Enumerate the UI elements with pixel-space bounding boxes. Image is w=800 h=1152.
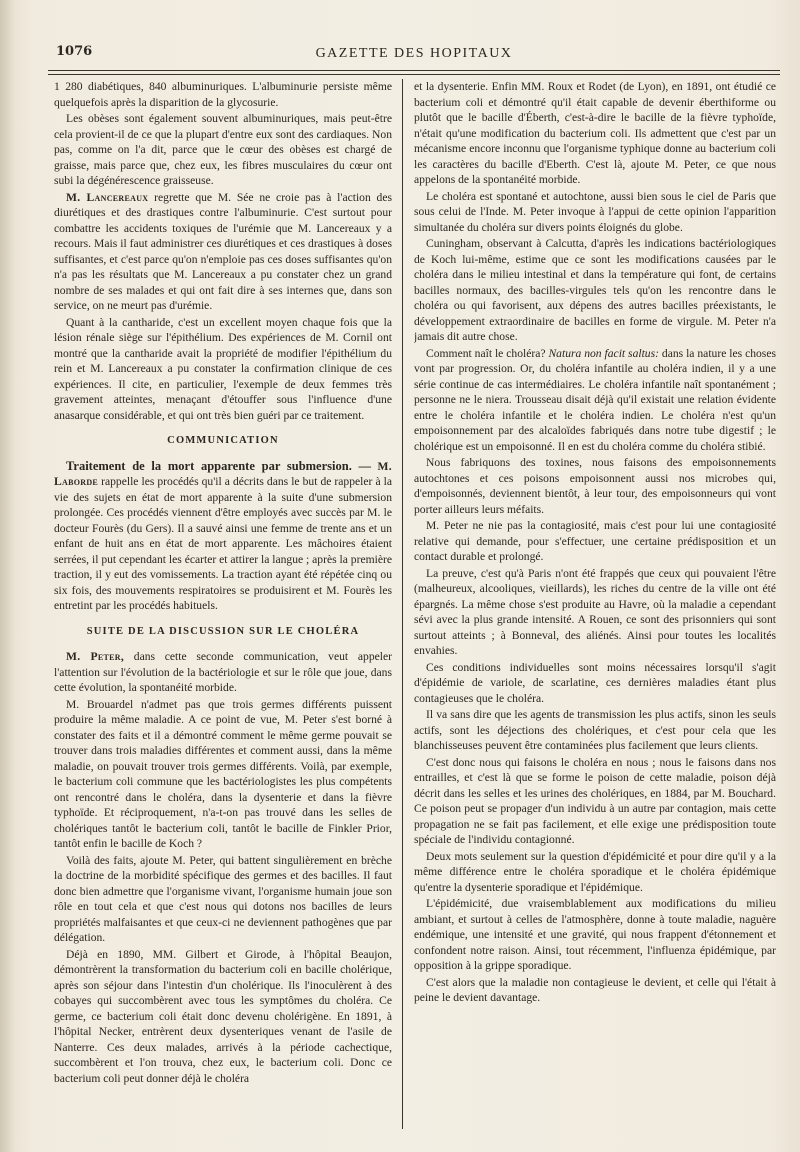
- section-heading-communication: COMMUNICATION: [167, 435, 279, 446]
- paragraph: L'épidémicité, due vraisemblablement aux modifications du milieu ambiant, et surtout à celles de l'atmosphère, donne à toute maladie, naguère endémique, une intensité et une gravité, qui nous frappent d'étonnement et confondent notre raison. Ainsi, tout récemment, l'influenza épidémique, par opposition à la grippe sporadique.: [414, 897, 776, 972]
- page-number: 1076: [56, 44, 93, 59]
- page-binding-shadow: [0, 0, 14, 1152]
- speaker-name: M. Peter,: [66, 650, 125, 663]
- paragraph: Deux mots seulement sur la question d'épidémicité et pour dire qu'il y a la même différence entre le choléra sporadique et le choléra épidémique qu'entre la dysenterie sporadique et l'épidémique.: [414, 849, 776, 894]
- latin-quote: Natura non facit saltus:: [548, 346, 659, 360]
- paragraph: La preuve, c'est qu'à Paris n'ont été frappés que ceux qui pouvaient l'être (malheureux, alcooliques, vieillards), les riches du centre de la ville ont été épargnés. La même chose s'est produite au Havre, où la maladie a cependant sévi avec la plus grande intensité. A Rouen, ce sont des prisonniers qui sont surtout atteints ; à Bonneval, des aliénés. Ainsi pour toutes les localités envahies.: [414, 566, 776, 657]
- paragraph: Voilà des faits, ajoute M. Peter, qui battent singulièrement en brèche la doctrine de la morbidité spécifique des germes et des bacilles. Il faut donc bien admettre que l'organisme vivant, l'organisme humain joue son rôle en tout cela et que c'est nous qui dotons nos bacilles de leurs propriétés malfaisantes et que ceux-ci ne deviennent pathogènes que par délégation.: [54, 853, 392, 944]
- header-rule-thin: [48, 74, 780, 75]
- paragraph: Il va sans dire que les agents de transmission les plus actifs, sinon les seuls actifs, sont les déjections des cholériques, et c'est pour cela que les blanchisseuses peuvent être contaminées plus facilement que leurs clients.: [414, 708, 776, 752]
- paragraph-text: regrette que M. Sée ne croie pas à l'action des diurétiques et des drastiques contre l'albuminurie. C'est surtout pour combattre les accidents toxiques de l'urémie que M. Lancereaux y a recours. Mais il faut administrer ces diurétiques et ces drastiques à doses suffisantes, et c'est parce qu'on n'emploie pas ces doses suffisantes qu'on n'a pas les résultats que M. Lancereaux a pu constater chez un grand nombre de ses malades et qui ont fait dire à ses internes que, dans son service, on ne meurt pas d'urémie.: [54, 190, 392, 312]
- paragraph: C'est donc nous qui faisons le choléra en nous ; nous le faisons dans nos entrailles, et c'est là que se forme le poison de cette maladie, poison déjà décrit dans les selles et les urines des cholériques, en 1884, par M. Bouchard. Ce poison peut se propager d'un individu à un autre par contagion, mais cette propagation ne se fait pas facilement, et elle exige une prédisposition toute spéciale de l'individu contagionné.: [414, 755, 776, 846]
- paragraph-text: dans cette seconde communication, veut appeler l'attention sur l'évolution de la bactériologie et sur le rôle que joue, dans cette évolution, la spontanéité morbide.: [54, 650, 392, 694]
- left-column: [54, 79, 392, 1139]
- paragraph: M. Brouardel n'admet pas que trois germes différents puissent produire la même maladie. A ce point de vue, M. Peter s'est borné à constater des faits et il a démontré comment le même germe pouvait se trouver dans trois maladies différentes et comment aussi, dans la même maladie, on pouvait trouver trois germes différents. Voilà, par exemple, le bacterium coli commune que les bactériologistes les plus compétents ont rencontré dans le choléra, dans la dysenterie et dans la fièvre typhoïde. Et réciproquement, n'a-t-on pas trouvé dans les selles de cholériques tantôt le bacterium coli, tantôt le bacille de Finkler Prior, tantôt enfin le bacille de Koch ?: [54, 697, 392, 850]
- column-divider: [402, 79, 403, 1129]
- paragraph: Nous fabriquons des toxines, nous faisons des empoisonnements autochtones et ces poisons empoisonnent aussi nos microbes qui, d'empoisonnés, deviennent bientôt, à leur tour, des empoisonneurs qui vont porter ailleurs leurs méfaits.: [414, 456, 776, 516]
- speaker-name: M. Laborde: [54, 459, 392, 488]
- journal-title: GAZETTE DES HOPITAUX: [315, 46, 513, 61]
- paragraph: [414, 346, 776, 455]
- paragraph: Le choléra est spontané et autochtone, aussi bien sous le ciel de Paris que sous celui de l'Inde. M. Peter invoque à l'appui de cette opinion l'apparition simultanée du choléra sur divers points éloignés du globe.: [414, 189, 776, 234]
- paragraph: Déjà en 1890, MM. Gilbert et Girode, à l'hôpital Beaujon, démontrèrent la transformation du bacterium coli en bacille cholérique, après son séjour dans l'intestin d'un cholérique. Ils l'inoculèrent à des cobayes qui succombèrent avec tous les symptômes du choléra. Ce germe, ce bacterium coli était donc devenu cholérigène. En 1891, à l'hôpital Necker, entrèrent deux dysenteriques venant de l'asile de Nanterre. Ces deux malades, arrivés à la période cachectique, succombèrent et l'on trouva, chez eux, le bacterium coli. Donc ce bacterium coli peut donner déjà le choléra: [54, 947, 392, 1085]
- paragraph-text: rappelle les procédés qu'il a décrits dans le but de rappeler à la vie des sujets en état de mort apparente à la suite d'une submersion prolongée. Ces procédés viennent d'être employés avec succès par M. le docteur Fourès (du Gers). Il a sauvé ainsi une femme de trente ans et un enfant de huit ans en état de mort apparente. Les mâchoires étaient serrées, il put cependant les écarter et attirer la langue ; après la première traction, il y eut des vomissements. La traction ayant été répétée cinq ou six fois, des mouvements respiratoires se produisirent et M. Fourès les entretint par les procédés habituels.: [54, 475, 392, 612]
- paragraph: Cuningham, observant à Calcutta, d'après les indications bactériologiques de Koch lui-même, estime que ce sont les modifications causées par le choléra dans le milieu intestinal et dans la température qui font, de certains bacilles normaux, des bacilles-virgules tels qu'on les rencontre dans le choléra ou qui favorisent, aux dépens des autres bacilles préexistants, le développement extraordinaire de bacilles en forme de virgule. M. Peter n'a jamais dit autre chose.: [414, 237, 776, 343]
- paragraph: Ces conditions individuelles sont moins nécessaires lorsqu'il s'agit d'épidémie de variole, de scarlatine, ces dernières maladies étant plus contagieuses que le choléra.: [414, 660, 776, 705]
- paragraph: et la dysenterie. Enfin MM. Roux et Rodet (de Lyon), en 1891, ont étudié ce bacterium coli et démontré qu'il était capable de devenir éberthiforme ou plutôt que le bacille d'Éberth, c'est-à-dire le bacille de la fièvre typhoïde, n'était qu'une modification du bacterium coli. Ils admettent que c'est par un mécanisme encore inconnu que l'organisme typhique donne au bacterium coli les caractères du bacille d'Eberth. C'est là, ajoute M. Peter, ce que nous appelons de la spontanéité morbide.: [414, 80, 776, 186]
- page-header: [48, 40, 780, 66]
- paragraph-text: dans la nature les choses vont par progression. Or, du choléra infantile au choléra indien, il y a une série continue de cas intermédiaires. Le choléra infantile naît spontanément ; personne ne le niera. Trousseau disait déjà qu'il existait une relation évidente entre le choléra infantile et le choléra indien. Le choléra n'est qu'un empoisonnement par des alcaloïdes fabriqués dans notre tube digestif ; le cholérique est un empoisonné. Il en est du choléra comme du choléra stibié.: [414, 346, 776, 453]
- paragraph: M. Peter ne nie pas la contagiosité, mais c'est pour lui une contagiosité relative qui demande, pour s'effectuer, une certaine prédisposition et un contact durable et prolongé.: [414, 519, 776, 563]
- right-column: [414, 79, 776, 1139]
- paragraph: Les obèses sont également souvent albuminuriques, mais peut-être cela provient-il de ce que la plupart d'entre eux sont des cardiaques. Non pas, comme on l'a dit, parce que le cœur des obèses est chargé de graisse, mais parce que, chez eux, les fibres musculaires du cœur ont subi la dégénérescence graisseuse.: [54, 112, 392, 187]
- paragraph: [54, 459, 392, 614]
- paragraph: 1 280 diabétiques, 840 albuminuriques. L'albuminurie persiste même quelquefois après la disparition de la glycosurie.: [54, 80, 392, 109]
- header-rule-thick: [48, 70, 780, 71]
- article-title: Traitement de la mort apparente par submersion. —: [66, 458, 372, 473]
- section-heading-cholera: SUITE DE LA DISCUSSION SUR LE CHOLÉRA: [86, 625, 360, 637]
- paragraph-text: Comment naît le choléra?: [426, 346, 549, 360]
- paragraph: [54, 190, 392, 314]
- speaker-name: M. Lancereaux: [66, 190, 149, 204]
- paragraph: Quant à la cantharide, c'est un excellent moyen chaque fois que la lésion rénale siège sur l'épithélium. Des expériences de M. Cornil ont montré que la cantharide avait la propriété de modifier l'épithélium du rein et M. Lancereaux a pu constater la confirmation clinique de ces expériences. Il cite, en particulier, l'exemple de deux femmes très gravement atteintes, menaçant d'étouffer sous l'influence d'une anasarque considérable, et qui ont très bien guéri par ce traitement.: [54, 315, 392, 422]
- paragraph: C'est alors que la maladie non contagieuse le devient, et celle qui l'était à peine le devient davantage.: [414, 975, 776, 1004]
- paragraph: [54, 649, 392, 696]
